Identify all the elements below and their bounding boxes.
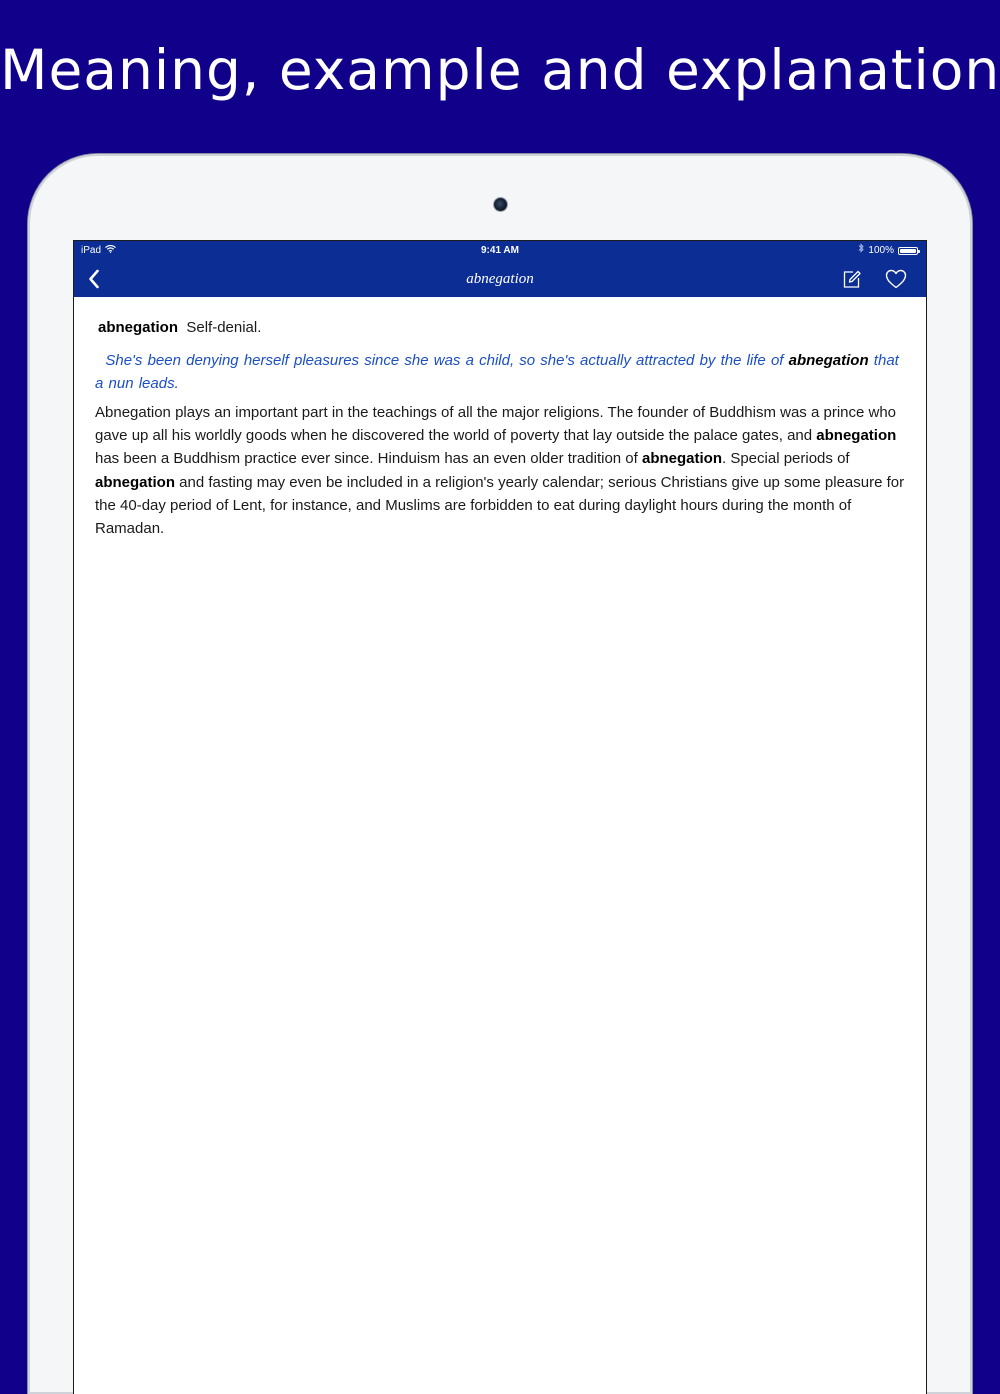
explanation-paragraph <box>95 401 907 540</box>
status-right <box>858 241 918 261</box>
ipad-device-frame <box>28 154 972 1394</box>
explanation-headword: abnegation <box>95 473 176 491</box>
explanation-text: . Special periods of <box>722 450 850 468</box>
status-time: 9:41 AM <box>481 245 519 256</box>
front-camera <box>494 198 507 211</box>
definition-line <box>98 317 907 339</box>
battery-percent: 100% <box>868 245 894 256</box>
nav-title: abnegation <box>466 271 534 287</box>
app-screen <box>74 241 926 1394</box>
device-label: iPad <box>81 245 102 256</box>
example-sentence <box>95 349 907 395</box>
status-bar <box>74 241 926 261</box>
entry-content <box>95 317 907 540</box>
edit-note-button[interactable] <box>841 268 863 290</box>
heart-icon <box>884 268 908 290</box>
bluetooth-icon <box>858 241 864 261</box>
navigation-bar <box>74 261 926 297</box>
example-headword: abnegation <box>788 352 869 369</box>
explanation-headword: abnegation <box>641 450 722 468</box>
headword: abnegation <box>98 319 179 336</box>
edit-note-icon <box>841 268 863 290</box>
explanation-text: and fasting may even be included in a religion's yearly calendar; serious Christians give up some pleasure for the 40-day period of Lent, for instance, and Muslims are forbidden to eat during daylight hours during the month of Ramadan. <box>95 473 905 538</box>
example-text-after: that a nun leads. <box>95 352 899 392</box>
definition: Self-denial. <box>186 319 262 336</box>
example-text-before: She's been denying herself pleasures since she was a child, so she's actually attracted by the life of <box>105 352 784 369</box>
battery-fill <box>900 249 916 253</box>
explanation-text: has been a Buddhism practice ever since. Hinduism has an even older tradition of <box>95 450 642 468</box>
battery-icon <box>898 247 918 255</box>
explanation-text: Abnegation plays an important part in the teachings of all the major religions. The founder of Buddhism was a prince who gave up all his worldly goods when he discovered the world of poverty that lay outside the palace gates, and <box>95 404 897 445</box>
explanation-headword: abnegation <box>816 427 897 445</box>
favorite-button[interactable] <box>884 268 908 290</box>
promo-title: Meaning, example and explanation <box>0 38 1000 102</box>
